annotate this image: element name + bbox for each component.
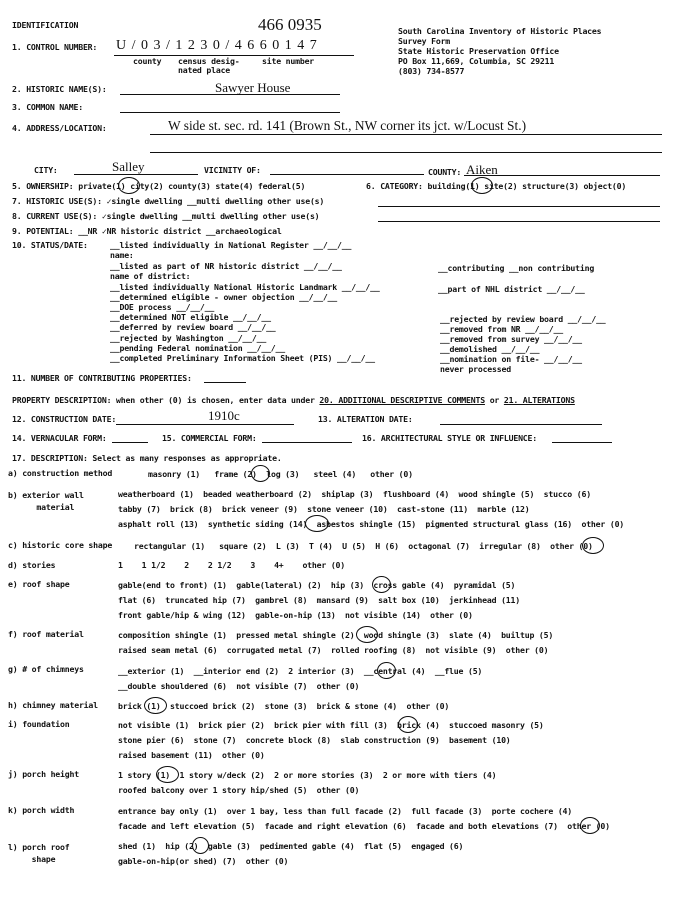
row-label-roof-material: f) roof material: [8, 629, 84, 639]
historic-name-value: Sawyer House: [215, 80, 291, 95]
status-option: __demolished __/__/__: [440, 344, 540, 354]
historic-use-options: 7. HISTORIC USE(S): ✓single dwelling __multi dwelling other use(s): [12, 196, 325, 206]
row-label-foundation: i) foundation: [8, 719, 70, 729]
city-label: CITY:: [34, 165, 58, 175]
row-options: raised basement (11) other (0): [118, 750, 265, 760]
office-line: South Carolina Inventory of Historic Places: [398, 26, 602, 36]
selected-both-elevations-circle: [580, 817, 600, 834]
county-value: Aiken: [466, 162, 498, 177]
row-options: raised seam metal (6) corrugated metal (7) rolled roofing (8) not visible (9) other (0): [118, 645, 549, 655]
row-label-chimneys: g) # of chimneys: [8, 664, 84, 674]
description-heading: 17. DESCRIPTION: Select as many responses as appropriate.: [12, 453, 282, 463]
construction-date-label: 12. CONSTRUCTION DATE:: [12, 414, 117, 424]
status-option: __determined NOT eligible __/__/__: [110, 312, 271, 322]
historic-name-label: 2. HISTORIC NAME(S):: [12, 84, 107, 94]
selected-hip-circle: [372, 576, 391, 593]
row-options: flat (6) truncated hip (7) gambrel (8) mansard (9) salt box (10) jerkinhead (11): [118, 595, 520, 605]
row-label-core-shape: c) historic core shape: [8, 540, 113, 550]
row-label-stories: d) stories: [8, 560, 56, 570]
row-label-chimney-material: h) chimney material: [8, 700, 98, 710]
status-option: __removed from NR __/__/__: [440, 324, 563, 334]
vernacular-form-label: 14. VERNACULAR FORM:: [12, 433, 107, 443]
selected-brick-circle: [144, 697, 167, 714]
control-number-value: U / 0 3 / 1 2 3 0 / 4 6 6 0 1 4 7: [116, 38, 318, 53]
row-label-porch-height: j) porch height: [8, 769, 79, 779]
selected-one-story-circle: [156, 766, 179, 783]
selected-frame-circle: [251, 465, 270, 482]
row-label-exterior-wall: b) exterior wall material: [8, 490, 84, 513]
commercial-form-label: 15. COMMERCIAL FORM:: [162, 433, 257, 443]
row-options: __exterior (1) __interior end (2) 2 interior (3) __central (4) __flue (5): [118, 666, 483, 676]
control-sub-county: county: [133, 56, 162, 66]
address-label: 4. ADDRESS/LOCATION:: [12, 123, 107, 133]
status-option: __rejected by review board __/__/__: [440, 314, 606, 324]
row-options: rectangular (1) square (2) L (3) T (4) U (5) H (6) octagonal (7) irregular (8) other (0): [134, 541, 593, 551]
handwritten-survey-number: 466 0935: [258, 15, 322, 34]
status-option: name:: [110, 250, 134, 260]
address-value: W side st. sec. rd. 141 (Brown St., NW corner its jct. w/Locust St.): [168, 118, 527, 133]
row-options: gable(end to front) (1) gable(lateral) (2) hip (3) cross gable (4) pyramidal (5): [118, 580, 516, 590]
control-sub-site: site number: [262, 56, 315, 66]
row-options: facade and left elevation (5) facade and right elevation (6) facade and both elevations (7) other (0): [118, 821, 610, 831]
row-options: shed (1) hip (2) gable (3) pedimented gable (4) flat (5) engaged (6): [118, 841, 464, 851]
status-option: never processed: [440, 364, 511, 374]
status-option: __completed Preliminary Information Sheet (PIS) __/__/__: [110, 353, 375, 363]
ownership-circle-mark: [118, 177, 140, 194]
status-option: __DOE process __/__/__: [110, 302, 215, 312]
property-description-note: PROPERTY DESCRIPTION: when other (0) is chosen, enter data under 20. ADDITIONAL DESCRIPTIVE COMMENTS or 21. ALTERATIONS: [12, 395, 575, 405]
common-name-label: 3. COMMON NAME:: [12, 102, 83, 112]
row-label-roof-shape: e) roof shape: [8, 579, 70, 589]
row-options: 1 1 1/2 2 2 1/2 3 4+ other (0): [118, 560, 346, 570]
selected-interior-circle: [377, 662, 396, 679]
county-label: COUNTY:: [428, 167, 462, 177]
control-sub-census: census desig- nated place: [178, 56, 240, 76]
construction-date-value: 1910c: [208, 408, 240, 423]
status-option: __part of NHL district __/__/__: [438, 284, 585, 294]
vicinity-label: VICINITY OF:: [204, 165, 261, 175]
office-line: (803) 734-8577: [398, 66, 465, 76]
selected-porch-hip-circle: [192, 837, 209, 854]
status-option: __listed individually in National Register __/__/__: [110, 240, 352, 250]
row-options: asphalt roll (13) synthetic siding (14) asbestos shingle (15) pigmented structural glass (16) other (0): [118, 519, 625, 529]
selected-irregular-circle: [582, 537, 604, 554]
category-circle-mark: [471, 177, 493, 194]
status-option: __contributing __non contributing: [438, 263, 595, 273]
row-label-porch-width: k) porch width: [8, 805, 75, 815]
current-use-options: 8. CURRENT USE(S): ✓single dwelling __multi dwelling other use(s): [12, 211, 320, 221]
row-options: __double shouldered (6) not visible (7) other (0): [118, 681, 360, 691]
status-option: __rejected by Washington __/__/__: [110, 333, 267, 343]
row-options: front gable/hip & wing (12) gable-on-hip (13) not visible (14) other (0): [118, 610, 473, 620]
status-option: __nomination on file- __/__/__: [440, 354, 582, 364]
status-option: __listed individually National Historic Landmark __/__/__: [110, 282, 380, 292]
city-value: Salley: [112, 159, 145, 174]
row-options: not visible (1) brick pier (2) brick pier with fill (3) brick (4) stuccoed masonry (5): [118, 720, 544, 730]
row-label-porch-roof: l) porch roof shape: [8, 842, 70, 865]
selected-pier-fill-circle: [398, 716, 418, 733]
office-line: Survey Form: [398, 36, 451, 46]
ownership-options: 5. OWNERSHIP: private(1) city(2) county(3) state(4) federal(5): [12, 181, 306, 191]
contributing-properties-label: 11. NUMBER OF CONTRIBUTING PROPERTIES:: [12, 373, 192, 383]
identification-heading: IDENTIFICATION: [12, 20, 79, 30]
row-options: weatherboard (1) beaded weatherboard (2) shiplap (3) flushboard (4) wood shingle (5) stucco (6): [118, 489, 591, 499]
status-option: __pending Federal nomination __/__/__: [110, 343, 285, 353]
alteration-date-label: 13. ALTERATION DATE:: [318, 414, 413, 424]
status-option: name of district:: [110, 271, 191, 281]
selected-pressed-metal-circle: [356, 626, 378, 643]
status-option: __determined eligible - owner objection __/__/__: [110, 292, 338, 302]
control-number-label: 1. CONTROL NUMBER:: [12, 42, 98, 52]
row-options: brick (1) stuccoed brick (2) stone (3) brick & stone (4) other (0): [118, 701, 450, 711]
selected-synthetic-siding-circle: [305, 515, 329, 532]
row-label-construction-method: a) construction method: [8, 468, 113, 478]
office-line: PO Box 11,669, Columbia, SC 29211: [398, 56, 555, 66]
row-options: stone pier (6) stone (7) concrete block (8) slab construction (9) basement (10): [118, 735, 511, 745]
office-line: State Historic Preservation Office: [398, 46, 559, 56]
row-options: entrance bay only (1) over 1 bay, less than full facade (2) full facade (3) porte cochere (4): [118, 806, 573, 816]
architectural-style-label: 16. ARCHITECTURAL STYLE OR INFLUENCE:: [362, 433, 537, 443]
status-label: 10. STATUS/DATE:: [12, 240, 88, 250]
status-option: __listed as part of NR historic district __/__/__: [110, 261, 342, 271]
status-option: __removed from survey __/__/__: [440, 334, 582, 344]
row-options: tabby (7) brick (8) brick veneer (9) stone veneer (10) cast-stone (11) marble (12): [118, 504, 530, 514]
category-options: 6. CATEGORY: building(1) site(2) structure(3) object(0): [366, 181, 627, 191]
potential-options: 9. POTENTIAL: __NR ✓NR historic district __archaeological: [12, 226, 282, 236]
row-options: gable-on-hip(or shed) (7) other (0): [118, 856, 289, 866]
row-options: masonry (1) frame (2) log (3) steel (4) other (0): [148, 469, 413, 479]
row-options: composition shingle (1) pressed metal shingle (2) wood shingle (3) slate (4) builtup (5): [118, 630, 554, 640]
row-options: roofed balcony over 1 story hip/shed (5) other (0): [118, 785, 360, 795]
row-options: 1 story (1) 1 story w/deck (2) 2 or more stories (3) 2 or more with tiers (4): [118, 770, 497, 780]
status-option: __deferred by review board __/__/__: [110, 322, 276, 332]
